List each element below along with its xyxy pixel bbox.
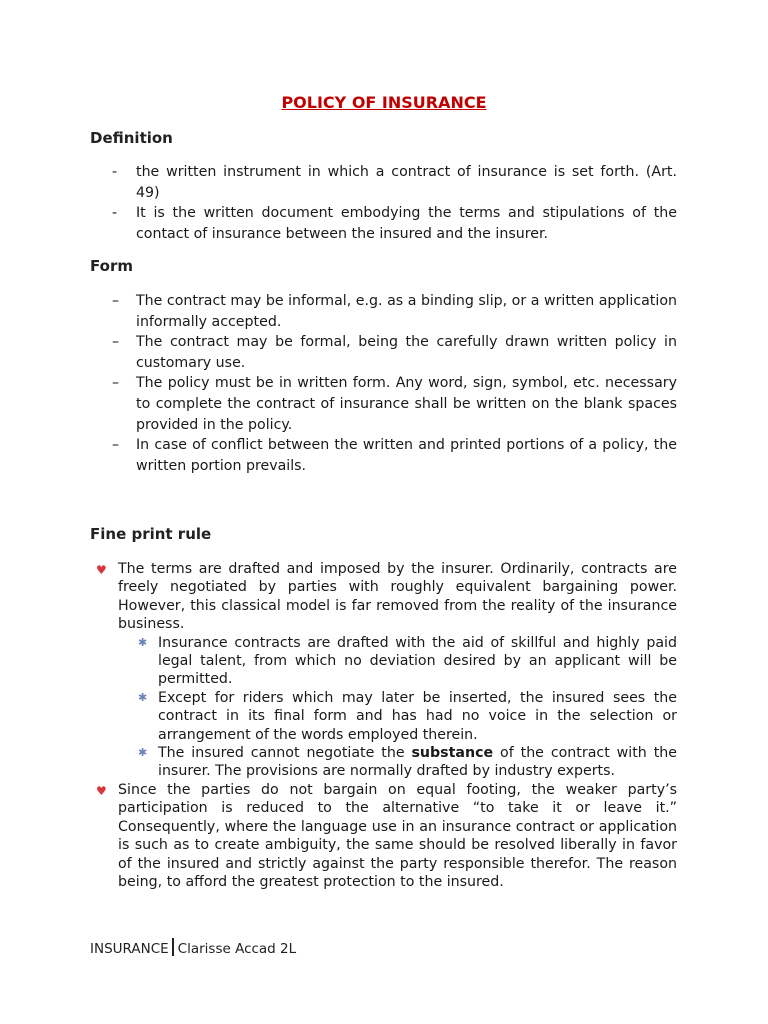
definition-item-1: the written instrument in which a contract of insurance is set forth. (Art. 49): [136, 164, 677, 201]
list-item: [90, 332, 677, 373]
page-title: POLICY OF INSURANCE: [281, 93, 487, 112]
list-item: [118, 689, 677, 744]
definition-heading: Definition: [90, 129, 173, 147]
dash-marker: –: [112, 334, 120, 351]
asterisk-icon: ✱: [138, 746, 148, 760]
list-item: [118, 744, 677, 781]
fine-print-item-1: The terms are drafted and imposed by the insurer. Ordinarily, contracts are freely negotiated by parties with roughly equivalent bargaining power. However, this classical model is far removed from the reality of the insurance business.: [118, 561, 677, 633]
footer-subject: INSURANCE: [90, 941, 169, 957]
list-item: [118, 634, 677, 689]
fine-print-subitem-3-end: of the contract with the insurer. The provisions are normally drafted by industry experts.: [158, 745, 677, 780]
page-footer: [90, 938, 296, 957]
dash-marker: –: [112, 293, 120, 309]
fine-print-subitem-1: Insurance contracts are drafted with the aid of skillful and highly paid legal talent, from which no deviation desired by an applicant will be permitted.: [158, 634, 677, 688]
form-item-1: The contract may be informal, e.g. as a binding slip, or a written application informally accepted.: [136, 293, 677, 330]
dash-marker: –: [112, 437, 120, 454]
heart-icon: ♥: [96, 783, 107, 798]
dash-marker: –: [112, 375, 120, 392]
dash-marker: -: [112, 205, 118, 222]
list-item: [90, 781, 677, 891]
list-item: [90, 373, 677, 435]
form-item-2: The contract may be formal, being the carefully drawn written policy in customary use.: [136, 334, 677, 371]
asterisk-icon: ✱: [138, 690, 148, 704]
asterisk-icon: ✱: [138, 635, 148, 649]
fine-print-subitem-2: Except for riders which may later be inserted, the insured sees the contract in its final form and has had no voice in the selection or arrangement of the words employed therein.: [158, 689, 677, 743]
list-item: [90, 560, 677, 781]
list-item: [90, 291, 677, 332]
fine-print-item-2: Since the parties do not bargain on equal footing, the weaker party’s participation is reduced to the alternative “to take it or leave it.” Consequently, where the language use in an insurance contract or application is such as to create ambiguity, the same should be resolved liberally in favor of the insured and strictly against the party responsible therefor. The reason being, to afford the greatest protection to the insured.: [118, 781, 677, 890]
fine-print-subitem-3-bold: substance: [411, 745, 494, 762]
definition-item-2: It is the written document embodying the terms and stipulations of the contact of insurance between the insured and the insurer.: [136, 205, 677, 242]
fine-print-subitem-3-start: The insured cannot negotiate the: [158, 745, 412, 762]
footer-separator: [172, 938, 174, 956]
form-item-3: The policy must be in written form. Any word, sign, symbol, etc. necessary to complete the contract of insurance shall be written on the blank spaces provided in the policy.: [136, 375, 677, 433]
dash-marker: -: [112, 164, 118, 180]
list-item: [90, 203, 677, 244]
fine-print-list: [90, 560, 677, 891]
form-list: [90, 291, 677, 476]
form-item-4: In case of conflict between the written and printed portions of a policy, the written portion prevails.: [136, 437, 677, 474]
heart-icon: ♥: [96, 563, 107, 577]
footer-author: Clarisse Accad 2L: [177, 941, 297, 957]
list-item: [90, 435, 677, 476]
fine-print-sublist: [118, 634, 677, 781]
form-heading: Form: [90, 257, 133, 275]
definition-list: [90, 162, 677, 244]
fine-print-heading: Fine print rule: [90, 525, 212, 543]
list-item: [90, 162, 677, 203]
